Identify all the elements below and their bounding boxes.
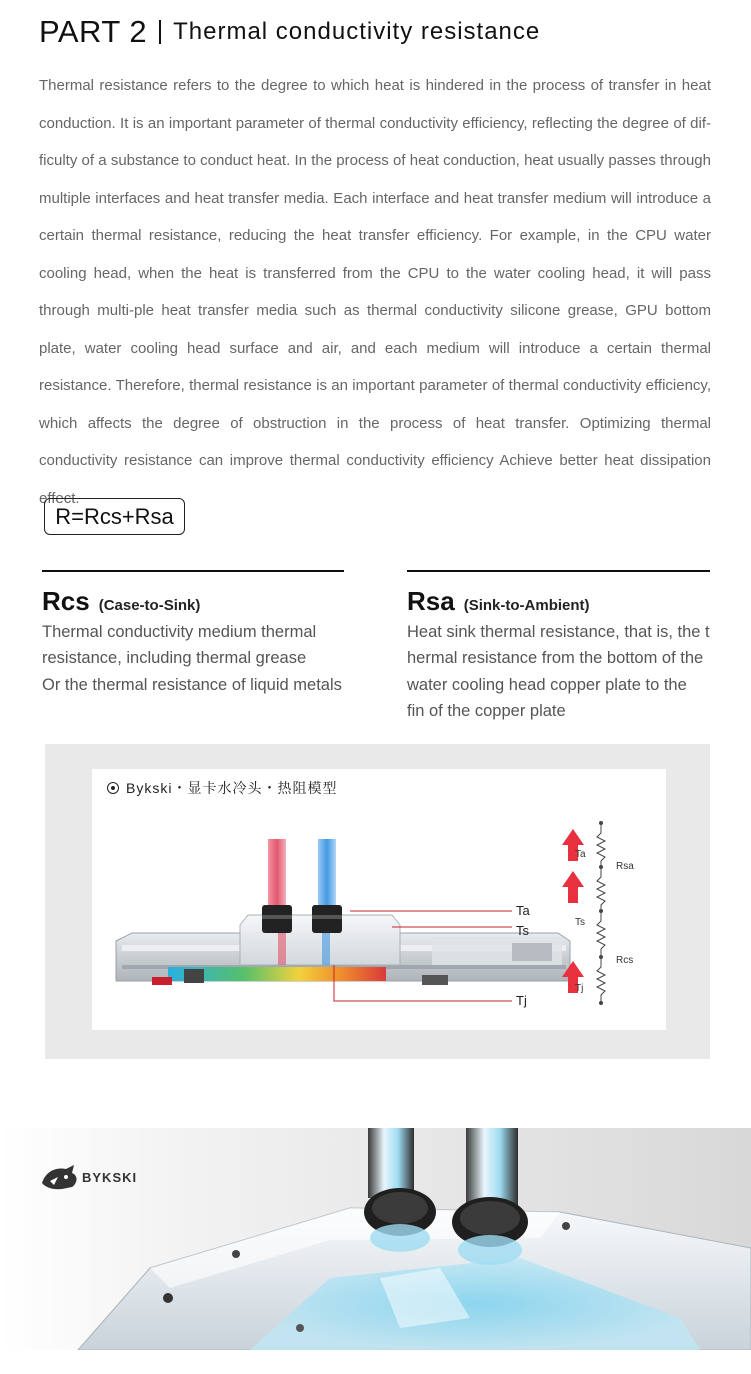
rcs-heading — [42, 586, 344, 617]
rsa-heading — [407, 586, 710, 617]
rsa-symbol: Rsa — [407, 586, 455, 616]
rsa-line: Heat sink thermal resistance, that is, the t — [407, 623, 710, 641]
ladder-ts: Ts — [575, 917, 585, 928]
cold-tube — [318, 839, 336, 911]
body-paragraph: Thermal resistance refers to the degree to which heat is hindered in the process of transfer in heat conduction. It is an important parameter of thermal conductivity efficiency, reflecting the degree of dif-ficulty of a substance to conduct heat. In the process of heat conduction, heat usually passes through multiple interfaces and heat transfer media. Each interface and heat transfer medium will introduce a certain thermal resistance, reducing the heat transfer efficiency. For example, in the CPU water cooling head, when the heat is transferred from the CPU to the water cooling head, it will pass through multi-ple heat transfer media such as thermal conductivity silicone grease, GPU bottom plate, water cooling head surface and air, and each medium will introduce a certain thermal resistance. Therefore, thermal resistance is an important parameter of thermal conductivity efficiency, which affects the degree of obstruction in the process of heat transfer. Optimizing thermal conductivity resistance can improve thermal conductivity efficiency Achieve better heat dissipation effect. — [39, 77, 711, 507]
bullet-icon — [107, 782, 119, 794]
diagram-caption — [107, 778, 337, 798]
rcs-divider — [42, 570, 344, 572]
ladder-tj: Tj — [575, 983, 584, 994]
brand-wordmark: BYKSKI — [82, 1169, 138, 1185]
rsa-description — [407, 619, 710, 724]
arrow-ts — [562, 871, 584, 903]
label-ts: Ts — [516, 923, 529, 938]
ladder-ta: Ta — [575, 849, 586, 860]
ladder-rsa: Rsa — [616, 861, 634, 872]
water-block-illustration — [116, 905, 570, 985]
diagram-caption-text: Bykski・显卡水冷头・热阻模型 — [126, 780, 338, 796]
rcs-line: Or the thermal resistance of liquid metals — [42, 675, 342, 694]
ladder-rcs: Rcs — [616, 955, 634, 966]
formula-box: R=Rcs+Rsa — [44, 498, 185, 535]
heading-divider — [159, 20, 161, 44]
rcs-column — [42, 570, 344, 698]
product-image — [0, 1128, 751, 1350]
rcs-description — [42, 619, 344, 698]
label-ta: Ta — [516, 903, 530, 918]
rcs-symbol: Rcs — [42, 586, 90, 616]
rcs-name: (Case-to-Sink) — [98, 597, 201, 614]
section-title: Thermal conductivity resistance — [173, 18, 541, 45]
thermal-model-diagram — [92, 769, 666, 1030]
rsa-column — [407, 570, 710, 724]
rsa-line: water cooling head copper plate to the — [407, 675, 687, 694]
section-heading — [39, 12, 540, 52]
bykski-logo-icon — [40, 1163, 80, 1191]
part-number: PART 2 — [39, 14, 148, 49]
rsa-name: (Sink-to-Ambient) — [463, 597, 590, 614]
label-tj: Tj — [516, 993, 527, 1008]
rcs-line: Thermal conductivity medium thermal — [42, 623, 317, 641]
rsa-line: hermal resistance from the bottom of the — [407, 649, 704, 668]
brand-logo — [40, 1163, 137, 1191]
rsa-line: fin of the copper plate — [407, 701, 566, 720]
rcs-line: resistance, including thermal grease — [42, 649, 307, 668]
rsa-divider — [407, 570, 710, 572]
hot-tube — [268, 839, 286, 911]
